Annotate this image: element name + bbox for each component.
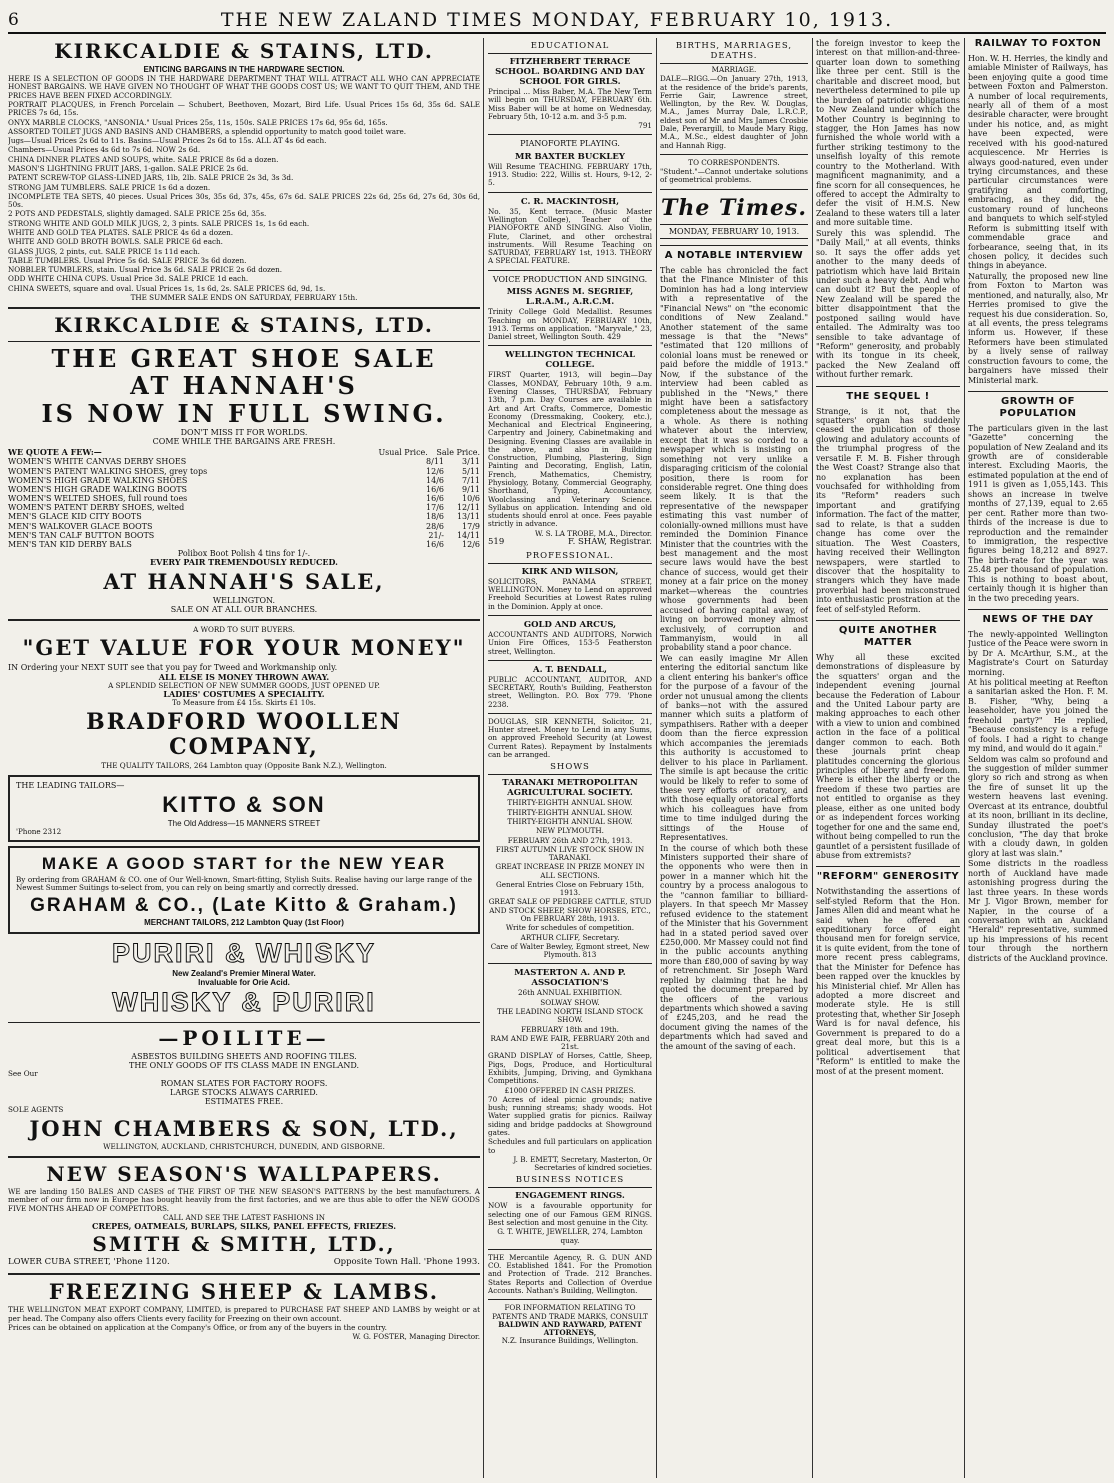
sole-agents: SOLE AGENTS xyxy=(8,1105,64,1115)
business-heading: BUSINESS NOTICES xyxy=(488,1175,652,1188)
taranaki-line: GREAT INCREASE IN PRIZE MONEY IN ALL SECTIONS. xyxy=(495,862,645,880)
hardware-item: WHITE AND GOLD TEA PLATES. SALE PRICE 4s 6d a dozen. xyxy=(8,227,233,237)
voice-heading: VOICE PRODUCTION AND SINGING. xyxy=(492,274,648,284)
taranaki-line: ARTHUR CLIFF, Secretary. xyxy=(520,932,620,942)
graham-advertisement xyxy=(8,846,480,933)
value-measure: To Measure from £4 15s. Skirts £1 10s. xyxy=(172,698,316,708)
hardware-item: WHITE AND GOLD BROTH BOWLS. SALE PRICE 6d each. xyxy=(8,237,223,247)
shoe-usual-cell: 12/6 xyxy=(426,466,444,476)
graham-name: GRAHAM & CO., (Late Kitto & Graham.) xyxy=(30,894,458,916)
shoe-price-table xyxy=(8,457,480,549)
puriri-tagline: New Zealand's Premier Mineral Water. xyxy=(172,968,316,978)
value-money-line: ALL ELSE IS MONEY THROWN AWAY. xyxy=(158,671,330,682)
taranaki-line: NEW PLYMOUTH. xyxy=(536,826,604,836)
fitzherbert-title: FITZHERBERT TERRACE SCHOOL. BOARDING AND DAY SCHOOL FOR GIRLS. xyxy=(495,57,645,88)
freezing-prices: Prices can be obtained on application at the Company's Office, or from any of the buyers in the country. xyxy=(8,1322,387,1332)
taranaki-line: General Entries Close on February 15th, 1913. xyxy=(495,879,645,898)
shoe-sale-cell: 14/11 xyxy=(456,530,480,540)
marriage-notice: DALE—RIGG.—On January 27th, 1913, at the residence of the bride's parents, Ferrie Gair, Lawrence street, Wellington, by the Rev. W. Douglas, M.A., James Murray Dale, L.R.C.P., eldest son of Mr and Mrs James Crosbie Dale, Peverargill, to Maude Mary Rigg, M.A., M.Sc., eldest daughter of John and Hannah Rigg. xyxy=(660,74,808,150)
educational-heading: EDUCATIONAL xyxy=(488,41,652,54)
editorial-dateline: MONDAY, FEBRUARY 10, 1913. xyxy=(660,224,808,239)
article-heading-reform: "REFORM" GENEROSITY xyxy=(816,866,960,883)
wallpaper-body: WE are landing 150 BALES AND CASES of THE FIRST OF THE NEW SEASON'S PATTERNS by the best manufacturers. A member of our firm now in Europe has bought heavily from the first factories, and we are thus able to offer the NEW GOODS FIVE MONTHS AHEAD OF COMPETITORS. xyxy=(8,1187,480,1213)
shoe-price-row xyxy=(8,467,480,476)
shoe-usual-cell: 16/6 xyxy=(426,494,444,504)
value-body: IN Ordering your NEXT SUIT see that you pay for Tweed and Workmanship only. xyxy=(8,662,338,672)
kirk-wilson-body: SOLICITORS, PANAMA STREET, WELLINGTON. Money to Lend on approved Freehold Securities at Lowest Rates ruling in the Dominion. Apply at once. xyxy=(488,576,652,611)
engagement-body: NOW is a favourable opportunity for selecting one of our Famous GEM RINGS. Best selection and most genuine in the City. xyxy=(488,1201,652,1227)
shoe-usual-header: Usual Price. xyxy=(378,448,428,458)
poilite-estimates: ESTIMATES FREE. xyxy=(204,1097,284,1107)
masterton-line: THE LEADING NORTH ISLAND STOCK SHOW. xyxy=(496,1007,644,1025)
shoe-price-row xyxy=(8,476,480,485)
taranaki-line: THIRTY-EIGHTH ANNUAL SHOW. xyxy=(507,816,633,826)
poilite-see: See Our xyxy=(8,1069,38,1079)
kirkcaldie-hardware-list xyxy=(8,101,480,293)
masterton-title: MASTERTON A. AND P. ASSOCIATION'S xyxy=(514,968,626,989)
chambers-address: WELLINGTON, AUCKLAND, CHRISTCHURCH, DUNEDIN, AND GISBORNE. xyxy=(103,1141,385,1151)
shoe-usual-cell: 16/6 xyxy=(426,484,444,494)
shoe-sale-tagline: COME WHILE THE BARGAINS ARE FRESH. xyxy=(152,436,336,446)
gold-arcus-body: ACCOUNTANTS AND AUDITORS, Norwich Union Fire Offices, 153-5 Featherston street, Wellington. xyxy=(488,629,652,656)
shoe-usual-cell: 17/6 xyxy=(426,503,444,513)
bendall-name: A. T. BENDALL, xyxy=(533,664,607,675)
kirkcaldie-hardware-title: KIRKCALDIE & STAINS, LTD. xyxy=(54,39,434,63)
shoe-item-cell: WOMEN'S HIGH GRADE WALKING BOOTS xyxy=(8,484,188,494)
hardware-item: STRONG WHITE AND GOLD MILK JUGS, 2, 3 pints. SALE PRICES 1s, 1s 6d each. xyxy=(8,218,310,228)
shoe-price-row xyxy=(8,512,480,521)
column-rule xyxy=(656,38,657,1478)
births-heading: BIRTHS, MARRIAGES, DEATHS. xyxy=(660,41,808,64)
hardware-item: Chambers—Usual Prices 4s 6d to 7s 6d. NOW 2s 6d. xyxy=(8,145,201,155)
hardware-item: CHINA DINNER PLATES AND SOUPS, white. SALE PRICE 8s 6d a dozen. xyxy=(8,154,279,164)
technical-college-number: 519 xyxy=(488,537,505,547)
hardware-item: ODD WHITE CHINA CUPS. Usual Price 3d. SALE PRICE 1d each. xyxy=(8,274,249,284)
hardware-item: TABLE TUMBLERS. Usual Price 5s 6d. SALE PRICE 3s 6d dozen. xyxy=(8,255,247,265)
technical-college-title: WELLINGTON TECHNICAL COLLEGE. xyxy=(504,350,636,371)
article-paragraph: Some districts in the roadless north of Auckland have made astonishing progress during the last three years. In these words Mr J. Vigor Brown, member for Napier, in the course of a conversation with an Auckland "Herald" representative, summed up his impressions of his recent tour through the northern districts of the Auckland province. xyxy=(968,859,1108,963)
classifieds-column xyxy=(488,38,652,1478)
shoe-sale-header: Sale Price. xyxy=(436,448,480,458)
marriage-heading: MARRIAGE. xyxy=(711,65,757,75)
shoe-quote-label: WE QUOTE A FEW:— xyxy=(8,447,102,458)
hannahs-sale-title: AT HANNAH'S SALE, xyxy=(103,568,385,594)
masterton-line: RAM AND EWE FAIR, FEBRUARY 20th and 21st. xyxy=(490,1033,650,1052)
article-paragraph: Why all these excited demonstrations of displeasure by the squatters' organ and the independent evening journal because the Federation of Labour and the United Labour party are making approaches to each other with a view to union and combined action in the face of a political danger common to each. Both these journals print cheap platitudes concerning the glorious principles of liberty and freedom. Where is either the liberty or the freedom if these two parties are not entitled to organise as they please, either as one united body or as independent forces working together for one and the same end, without being compelled to run the gauntlet of a persistent fusillade of abuse from extremists? xyxy=(816,652,960,860)
hardware-item: ONYX MARBLE CLOCKS, "ANSONIA." Usual Prices 25s, 11s, 150s. SALE PRICES 17s 6d, 95s 6d, 165s. xyxy=(8,117,388,127)
masterton-line: 26th ANNUAL EXHIBITION. xyxy=(517,988,623,998)
value-kicker: A WORD TO SUIT BUYERS. xyxy=(193,625,295,635)
masterton-line: FEBRUARY 18th and 19th. xyxy=(521,1024,619,1034)
value-headline: "GET VALUE FOR YOUR MONEY" xyxy=(22,635,466,661)
editorial-column xyxy=(660,38,808,1478)
shoe-item-cell: WOMEN'S PATENT DERBY SHOES, welted xyxy=(8,503,185,513)
hardware-item: Jugs—Usual Prices 2s 6d to 11s. Basins—Usual Prices 2s 6d to 15s. ALL AT 4s 6d each. xyxy=(8,136,327,146)
masthead xyxy=(8,6,1106,34)
shoe-sale-cell: 9/11 xyxy=(462,484,480,494)
hannahs-branches: SALE ON AT ALL OUR BRANCHES. xyxy=(170,604,318,614)
hardware-item: PATENT SCREW-TOP GLASS-LINED JARS, 1lb, 2lb. SALE PRICE 2s 3d, 3s 3d. xyxy=(8,173,294,183)
freezing-body: THE WELLINGTON MEAT EXPORT COMPANY, LIMITED, is prepared to PURCHASE FAT SHEEP AND LAMBS by weight or at per head. The Company also offers Clients every facility for Freezing on their own account. xyxy=(8,1305,480,1323)
shoe-item-cell: WOMEN'S HIGH GRADE WALKING SHOES xyxy=(8,475,188,485)
shoe-sale-cell: 5/11 xyxy=(462,466,480,476)
column-rule xyxy=(812,38,813,1478)
masterton-line: 70 Acres of ideal picnic grounds; native bush; running streams; shady woods. Hot Water supplied gratis for picnics. Railway siding and bridge paddocks at Showground gates. xyxy=(488,1094,652,1137)
freezing-signature: W. G. FOSTER, Managing Director. xyxy=(352,1332,480,1342)
shoe-item-cell: MEN'S GLACE KID CITY BOOTS xyxy=(8,512,142,522)
article-paragraph: Hon. W. H. Herries, the kindly and amiable Minister of Railways, has been enjoying quite a good time between Foxton and Palmerston. A number of local requirements, nearly all of them of a most desirable character, were brought under his notice, and, as might have been expected, were received with his good-natured acquiescence. Mr Herries is always good-natured, even under trying circumstances, and these particular circumstances were gratifying and comforting, embracing, as they did, the customary round of luncheons and banquets to which self-styled Reform is submitting itself with commendable grace and forbearance, seeing that, in its chosen policy, it decides such things in abeyance. xyxy=(968,53,1108,271)
shoe-sale-cell: 12/11 xyxy=(456,503,480,513)
hannahs-city: WELLINGTON. xyxy=(212,595,276,605)
shoe-price-row xyxy=(8,531,480,540)
article-heading-quite-another: QUITE ANOTHER MATTER xyxy=(816,620,960,649)
fitzherbert-number: 791 xyxy=(638,121,652,131)
shoe-item-cell: WOMEN'S WHITE CANVAS DERBY SHOES xyxy=(8,457,187,467)
masterton-line: J. B. EMETT, Secretary, Masterton, Or Secretaries of kindred societies. xyxy=(513,1154,652,1173)
shoe-sale-headline: AT HANNAH'S xyxy=(130,371,358,401)
kirk-wilson-name: KIRK AND WILSON, xyxy=(521,566,619,577)
newspaper-title: THE NEW ZALAND TIMES MONDAY, FEBRUARY 10, 1913. xyxy=(220,9,894,31)
article-paragraph: Naturally, the proposed new line from Foxton to Marton was mentioned, and naturally, also, Mr Herries promised to give the request his due consideration. So, at all events, the press telegrams inform us. However, if these Reformers have been stimulated by a lively sense of railway construction favours to come, the bargainers have missed their Ministerial mark. xyxy=(968,271,1108,385)
taranaki-line: THIRTY-EIGHTH ANNUAL SHOW. xyxy=(507,798,633,808)
poilite-stock: LARGE STOCKS ALWAYS CARRIED. xyxy=(170,1087,318,1097)
masterton-line: SOLWAY SHOW. xyxy=(540,997,600,1007)
article-paragraph: Strange, is it not, that the squatters' organ has suddenly ceased the publication of those glowing and adulatory accounts of the triumphal progress of the versatile F. M. B. Fisher through the West Coast? Strange also that no explanation has been vouchsafed for withholding from its "Reform" readers such important and gratifying information. The fact of the matter, sad to relate, is that a sudden change has come over the situation. The West Coasters, having received their Wellington newspapers, were startled to discover that the hospitality to strangers which they have made proverbial had been misconstrued into enthusiastic prostration at the feet of self-styled Reform. xyxy=(816,406,960,614)
shoe-sale-cell: 7/11 xyxy=(462,475,480,485)
patent-name: BALDWIN AND RAYWARD, PATENT ATTORNEYS, xyxy=(498,1319,642,1338)
article-heading-railway: RAILWAY TO FOXTON xyxy=(974,38,1102,49)
hardware-item: NOBBLER TUMBLERS, stain. Usual Price 3s 6d. SALE PRICE 2s 6d dozen. xyxy=(8,265,283,275)
article-paragraph: The newly-appointed Wellington Justice of the Peace were sworn in by Dr A. McArthur, S.M., at the Magistrate's Court on Saturday morning. xyxy=(968,629,1108,677)
wallpaper-call: CALL AND SEE THE LATEST FASHIONS IN xyxy=(162,1212,326,1222)
puriri-tagline: Invaluable for Orie Acid. xyxy=(198,977,290,987)
douglas-notice: DOUGLAS, SIR KENNETH, Solicitor, 21, Hunter street. Money to Lend in any Sums, on approved Freehold Security (at Lowest Current Rates). Repayment by Instalments can be arranged. xyxy=(488,716,652,760)
chambers-name: JOHN CHAMBERS & SON, LTD., xyxy=(29,1115,459,1141)
shoe-sale-headline: IS NOW IN FULL SWING. xyxy=(41,398,447,428)
mackintosh-name: C. R. MACKINTOSH, xyxy=(520,196,620,207)
patent-address: N.Z. Insurance Buildings, Wellington. xyxy=(501,1336,639,1346)
kitto-advertisement xyxy=(8,775,480,843)
advertisement-column xyxy=(8,38,480,1478)
segrief-body: Trinity College Gold Medallist. Resumes Teaching on MONDAY, FEBRUARY 10th, 1913. Terms on application. "Maryvale," 23, Daniel street, Wellington South. 429 xyxy=(488,307,652,342)
hardware-item: ASSORTED TOILET JUGS AND BASINS AND CHAMBERS, a splendid opportunity to match good toilet ware. xyxy=(8,126,406,136)
kirkcaldie-hardware-intro: HERE IS A SELECTION OF GOODS IN THE HARDWARE DEPARTMENT THAT WILL ATTRACT ALL WHO CAN APPRECIATE HONEST BARGAINS. WE HAVE GIVEN NO THOUGHT OF WHAT THE GOODS COST US; WE WANT TO QUIT THEM, AND THE PRICES HAVE BEEN FIXED ACCORDINGLY. xyxy=(8,74,480,100)
summer-sale-notice: THE SUMMER SALE ENDS ON SATURDAY, FEBRUARY 15th. xyxy=(130,292,358,302)
shoe-price-row xyxy=(8,522,480,531)
shoe-reduced: EVERY PAIR TREMENDOUSLY REDUCED. xyxy=(150,557,338,568)
graham-address: MERCHANT TAILORS, 212 Lambton Quay (1st Floor) xyxy=(144,918,344,928)
hardware-item: PORTRAIT PLACQUES, in French Porcelain — Schubert, Beethoven, Mozart, Bird Life. Usual Prices 15s 6d, 35s 6d. SALE PRICES 7s 6d, 15s. xyxy=(8,100,480,118)
bendall-body: PUBLIC ACCOUNTANT, AUDITOR, AND SECRETARY, Routh's Building, Featherston street, Wellington. P.O. Box 779. 'Phone 2238. xyxy=(488,674,652,709)
gold-arcus-name: GOLD AND ARCUS, xyxy=(523,619,617,630)
shoe-usual-cell: 21/- xyxy=(428,530,444,540)
kitto-address: The Old Address—15 MANNERS STREET xyxy=(167,819,321,829)
smith-address-right: Opposite Town Hall. 'Phone 1993. xyxy=(333,1257,480,1268)
patent-heading: FOR INFORMATION RELATING TO PATENTS AND TRADE MARKS, CONSULT xyxy=(492,1303,648,1321)
shoe-item-cell: WOMEN'S PATENT WALKING SHOES, grey tops xyxy=(8,466,208,476)
poilite-line: THE ONLY GOODS OF ITS CLASS MADE IN ENGLAND. xyxy=(128,1061,360,1071)
dun-notice: THE Mercantile Agency, R. G. DUN AND CO. Established 1841. For the Promotion and Protection of Trade. 212 Branches. States Reports and Collection of Overdue Accounts. Nathan's Building, Wellington. xyxy=(488,1252,652,1295)
fitzherbert-body: Principal ... Miss Baber, M.A. The New Term will begin on THURSDAY, FEBRUARY 6th. Miss Baber will be at home on Wednesday, February 5th, 10-12 a.m. and 3-5 p.m. xyxy=(488,87,652,121)
shoe-usual-cell: 28/6 xyxy=(426,521,444,531)
shoe-usual-cell: 18/6 xyxy=(426,512,444,522)
masterton-line: Schedules and full particulars on application to xyxy=(488,1137,652,1155)
shoe-sale-headline: THE GREAT SHOE SALE xyxy=(51,344,437,374)
baxter-body: Will Resume TEACHING. FEBRUARY 17th, 1913. Studio: 222, Willis st. Hours, 9-12, 2-5. xyxy=(488,161,652,188)
hardware-item: STRONG JAM TUMBLERS. SALE PRICE 1s 6d a dozen. xyxy=(8,182,211,192)
commentary-column xyxy=(816,38,960,1478)
hardware-item: INCOMPLETE TEA SETS, 40 pieces. Usual Prices 30s, 35s 6d, 37s, 45s, 67s 6d. SALE PRICES 22s 6d, 25s 6d, 27s 6d, 30s 6d, 50s. xyxy=(8,191,480,210)
masterton-details xyxy=(488,989,652,1172)
taranaki-title: TARANAKI METROPOLITAN AGRICULTURAL SOCIETY. xyxy=(502,778,638,799)
smith-name: SMITH & SMITH, LTD., xyxy=(92,1232,396,1257)
poilite-line: ASBESTOS BUILDING SHEETS AND ROOFING TILES. xyxy=(131,1052,357,1062)
shoe-item-cell: MEN'S TAN KID DERBY BALS xyxy=(8,540,132,550)
smith-address-left: LOWER CUBA STREET, 'Phone 1120. xyxy=(8,1257,170,1268)
professional-heading: PROFESSIONAL. xyxy=(488,551,652,564)
shoe-price-row xyxy=(8,457,480,466)
puriri-whisky-logo: PURIRI & WHISKY xyxy=(111,937,376,968)
correspondents-heading: TO CORRESPONDENTS. xyxy=(688,157,780,167)
shows-heading: SHOWS xyxy=(488,762,652,775)
shoe-item-cell: MEN'S TAN CALF BUTTON BOOTS xyxy=(8,530,155,540)
masterton-line: £1000 OFFERED IN CASH PRIZES. xyxy=(504,1085,636,1095)
kitto-name: KITTO & SON xyxy=(162,791,326,817)
poilite-roman: ROMAN SLATES FOR FACTORY ROOFS. xyxy=(160,1078,328,1088)
taranaki-details xyxy=(488,799,652,959)
article-paragraph: the foreign investor to keep the interest on that million-and-three-quarter loan down to something like three per cent. Still is the charitable and discreet mood, but nevertheless determined to pile up the burden of patriotic obligations to New Zealand under which the Mother Country is beginning to stagger, the Hon James has now furnished the whole world with a further striking testimony to the unselfish loyalty of this remote country to the Motherland. With magnificent magnanimity, and a fine scorn for all consequences, he offered to accept the Admiralty to defer the visit of H.M.S. New Zealand to these waters till a later and more suitable time. xyxy=(816,39,960,228)
graham-headline: MAKE A GOOD START for the NEW YEAR xyxy=(41,854,447,874)
taranaki-line: Write for schedules of competition. xyxy=(505,923,635,933)
article-heading-sequel: THE SEQUEL ! xyxy=(816,386,960,403)
kirkcaldie-hardware-subtitle: ENTICING BARGAINS IN THE HARDWARE SECTION. xyxy=(143,65,345,74)
wallpaper-list: CREPES, OATMEALS, BURLAPS, SILKS, PANEL EFFECTS, FRIEZES. xyxy=(91,1221,397,1232)
taranaki-line: GREAT SALE OF PEDIGREE CATTLE, STUD AND STOCK SHEEP, SHOW HORSES, ETC., On FEBRUARY 28th, 1913. xyxy=(488,897,652,924)
freezing-title: FREEZING SHEEP & LAMBS. xyxy=(48,1279,440,1305)
correspondents-notice: "Student."—Cannot undertake solutions of geometrical problems. xyxy=(660,167,808,185)
technical-college-director: W. S. LA TROBE, M.A., Director. xyxy=(535,528,652,538)
polish-offer: Polibox Boot Polish 4 tins for 1/-. xyxy=(177,549,311,559)
article-paragraph: The particulars given in the last "Gazette" concerning the population of New Zealand and its growth are of considerable interest. Excluding Maoris, the estimated population at the end of 1911 is given as 1,055,143. This shows an increase in twelve months of 27,139, equal to 2.65 per cent. Rather more than two-thirds of the increase is due to reproduction and the remainder to immigration, the respective figures being 18,212 and 8927. The birth-rate for the year was 25.48 per thousand of population. This is nothing to boast about, certainly though it is higher than in the two preceding years. xyxy=(968,423,1108,603)
technical-college-registrar: F. SHAW, Registrar. xyxy=(568,537,652,547)
taranaki-line: THIRTY-EIGHTH ANNUAL SHOW. xyxy=(507,807,633,817)
column-rule xyxy=(964,38,965,1478)
shoe-price-row xyxy=(8,503,480,512)
article-paragraph: We can easily imagine Mr Allen entering the editorial sanctum like a client entering his banker's office for the purpose of a favour of the order not unusual among the clients of banks—not with the assured manner which suits a platform of sympathisers. Rather with a deeper doom than the fierce expression which accompanies the jeremiads this authority is accustomed to deliver to his place in Parliament. The simile is apt because the critic would be likely to refer to some of these very efforts of oratory, and with those equally oratorical efforts which his colleagues have from time to time indulged during the sittings of the House of Representatives. xyxy=(660,653,808,843)
article-paragraph: Notwithstanding the assertions of self-styled Reform that the Hon. James Allen did and meant what he said when he offered an expeditionary force of eight thousand men for foreign service, it is quite evident, from the tone of more recent press cablegrams, that the Minister for Defence has been rapped over the knuckles by his Ministerial chief. Mr Allen has adopted a more discreet and moderate style. He is still protesting that, whether Sir Joseph Ward is for naval defence, his Government is prepared to do a great deal more, but this is a political advertisement that "Reform" is entitled to make the most of at the present moment. xyxy=(816,887,960,1076)
graham-body: By ordering from GRAHAM & CO. one of Our Well-known, Smart-fitting, Stylish Suits. Realise having our large range of the Newest Summer Suitings to-select from, you can rely on being smartly and correctly dressed. xyxy=(16,875,472,893)
piano-heading: PIANOFORTE PLAYING. xyxy=(520,139,620,149)
poilite-title: —POILITE— xyxy=(158,1026,330,1051)
shoe-sale-cell: 3/11 xyxy=(462,457,480,467)
segrief-name: MISS AGNES M. SEGRIEF, L.R.A.M., A.R.C.M. xyxy=(506,287,634,308)
shoe-usual-cell: 16/6 xyxy=(426,540,444,550)
shoe-price-row xyxy=(8,540,480,549)
column-rule xyxy=(483,38,484,1478)
shoe-item-cell: WOMEN'S WELTED SHOES, full round toes xyxy=(8,494,188,504)
kirkcaldie-title: KIRKCALDIE & STAINS, LTD. xyxy=(54,313,434,338)
whisky-puriri-logo: WHISKY & PURIRI xyxy=(112,987,376,1018)
shoe-sale-cell: 10/6 xyxy=(462,494,480,504)
shoe-sale-cell: 17/9 xyxy=(462,521,480,531)
wallpaper-title: NEW SEASON'S WALLPAPERS. xyxy=(46,1162,442,1187)
shoe-usual-cell: 14/6 xyxy=(426,475,444,485)
news-column xyxy=(968,38,1108,1478)
masterton-line: GRAND DISPLAY of Horses, Cattle, Sheep, Pigs, Dogs, Produce, and Horticultural Exhibits, Jumping, Driving, and Gymkhana Competitions. xyxy=(488,1051,652,1086)
shoe-sale-tagline: DON'T MISS IT FOR WORLDS. xyxy=(180,427,308,437)
hardware-item: MASON'S LIGHTNING FRUIT JARS, 1-gallon. SALE PRICE 2s 6d. xyxy=(8,164,249,173)
baxter-name: MR BAXTER BUCKLEY xyxy=(515,151,625,162)
shoe-item-cell: MEN'S WALKOVER GLACE BOOTS xyxy=(8,521,153,531)
bradford-title: BRADFORD WOOLLEN COMPANY, xyxy=(86,708,402,760)
article-paragraph: Surely this was splendid. The "Daily Mail," at all events, thinks so. It says the offer adds yet another to the many deeds of patriotism which have laid Britain under such a heavy debt. And who can doubt it? But the people of New Zealand will be spared the bitter disappointment that the postponed sailing would have entailed. The Admiralty was too sensible to take advantage of "Reform" generosity, and probably with its tongue in its cheek, packed the New Zealand off without further remark. xyxy=(816,228,960,380)
hardware-item: 2 POTS AND PEDESTALS, slightly damaged. SALE PRICE 25s 6d, 35s. xyxy=(8,209,267,219)
hardware-item: CHINA SWEETS, square and oval. Usual Prices 1s, 1s 6d, 2s. SALE PRICES 6d, 9d, 1s. xyxy=(8,283,326,293)
shoe-sale-cell: 13/11 xyxy=(456,512,480,522)
article-paragraph: At his political meeting at Reefton a sanitarian asked the Hon. F. M. B. Fisher, "Why, being a leaseholder, have you joined the freehold party?" He replied, "Because consistency is a refuge of fools. I had a right to change my mind, and would do it again." xyxy=(968,678,1108,754)
value-selection: A SPLENDID SELECTION OF NEW SUMMER GOODS, JUST OPENED UP. xyxy=(108,680,380,690)
taranaki-line: FEBRUARY 26th AND 27th, 1913. xyxy=(507,835,633,845)
hardware-item: GLASS JUGS, 2 pints, cut. SALE PRICE 1s 11d each. xyxy=(8,246,200,256)
shoe-sale-cell: 12/6 xyxy=(462,540,480,550)
article-heading-interview: A NOTABLE INTERVIEW xyxy=(660,245,808,262)
engagement-sign: G. T. WHITE, JEWELLER, 274, Lambton quay. xyxy=(497,1227,643,1245)
shoe-price-row xyxy=(8,494,480,503)
kitto-lead: THE LEADING TAILORS— xyxy=(16,780,125,790)
page-number: 6 xyxy=(8,10,19,30)
taranaki-line: Care of Walter Bewley, Egmont street, New Plymouth. 813 xyxy=(490,941,650,960)
engagement-title: ENGAGEMENT RINGS. xyxy=(515,1191,625,1202)
shoe-usual-cell: 8/11 xyxy=(426,457,444,467)
technical-college-body: FIRST Quarter, 1913, will begin—Day Classes, MONDAY, February 10th, 9 a.m. Evening Classes, THURSDAY, February 13th, 7 p.m. Day Courses are available in Art and Art Crafts, Commerce, Domestic Economy (Dressmaking, Cookery, etc.), Mechanical and Electrical Engineering, Carpentry and Joinery, Cabinetmaking and Designing. Evening Classes are available in the above, and also in Building Construction, Plumbing, Plastering, Sign Painting and Decorating, English, Latin, French, Mathematics, Chemistry, Physiology, Botany, Commercial Geography, Shorthand, Typing, Accountancy, Woolclassing and Veterinary Science. Syllabus on application. Intending and old students should enrol at once. Fees payable strictly in advance. xyxy=(488,370,652,529)
article-paragraph: The cable has chronicled the fact that the Finance Minister of this Dominion has had a long interview with a representative of the "Financial News" on "the economic conditions of New Zealand." Another statement of the same message is that the "News" "estimated that 120 millions of colonial loans must be renewed or paid before the middle of 1913." Now, if the substance of the interview had been cabled as published in the "News," there might have been a satisfactory completeness about the message as a whole. As there is nothing whatever about the interview, except that it was so corded to a newspaper which is insisting on something not very unlike a disparaging criticism of the colonial position, there is room for considerable regret. One thing does seem likely. It is that the representative of the newspaper estimating this vast number of colonially-owned millions must have reminded the Dominion Finance Minister that the countries with the best management and the most secure laws would have the best chance of success, would get their money at a fair price on the money market—whereas the countries whose governments had been accused of having capital away, of living on borrowed money almost exclusively, of corruption and Tammanyism, would in all probability stand a poor chance. xyxy=(660,265,808,653)
article-paragraph: Seldom was calm so profound and the suggestion of milder summer glory so rich and strong as when the fire of sunset lit up the western heavens last evening. Overcast at its entrance, doubtful at its noon, brilliant in its decline, Sunday illustrated the poet's conclusion, "The day that broke with a cloudy dawn, in golden glory at last was slain." xyxy=(968,754,1108,858)
article-heading-news: NEWS OF THE DAY xyxy=(968,609,1108,626)
kitto-phone: 'Phone 2312 xyxy=(16,827,62,837)
shoe-price-row xyxy=(8,485,480,494)
taranaki-line: FIRST AUTUMN LIVE STOCK SHOW IN TARANAKI. xyxy=(495,844,645,863)
bradford-address: THE QUALITY TAILORS, 264 Lambton quay (Opposite Bank N.Z.), Wellington. xyxy=(101,761,387,771)
article-heading-population: GROWTH OF POPULATION xyxy=(968,391,1108,420)
mackintosh-body: No. 35, Kent terrace. (Music Master Wellington College), Teacher of the PIANOFORTE AND SINGING. Also Violin, Flute, Clarinet, and other orchestral instruments. Will Resume Teaching on SATURDAY, FEBRUARY 1st, 1913. THEORY A SPECIAL FEATURE. xyxy=(488,206,652,266)
article-paragraph: In the course of which both these Ministers supported their share of the opponents who were then in power in a manner which hit the country by a process analogous to the "cannon familiar to billiard-players. In that speech Mr Massey refused evidence to the statement of the Minister that his Government had in a stated period saved over £250,000. Mr Massey could not find in the public accounts anything more than £80,000 of saving by way of retrenchment. Sir Joseph Ward replied by claiming that he had quoted the document prepared by the officers of the various departments which showed a saving of £245,203, and he read the document giving the names of the departments which had saved and the amount of the saving of each. xyxy=(660,843,808,1051)
the-times-logo: The Times. xyxy=(660,194,808,221)
value-ladies: LADIES' COSTUMES A SPECIALITY. xyxy=(163,689,325,700)
